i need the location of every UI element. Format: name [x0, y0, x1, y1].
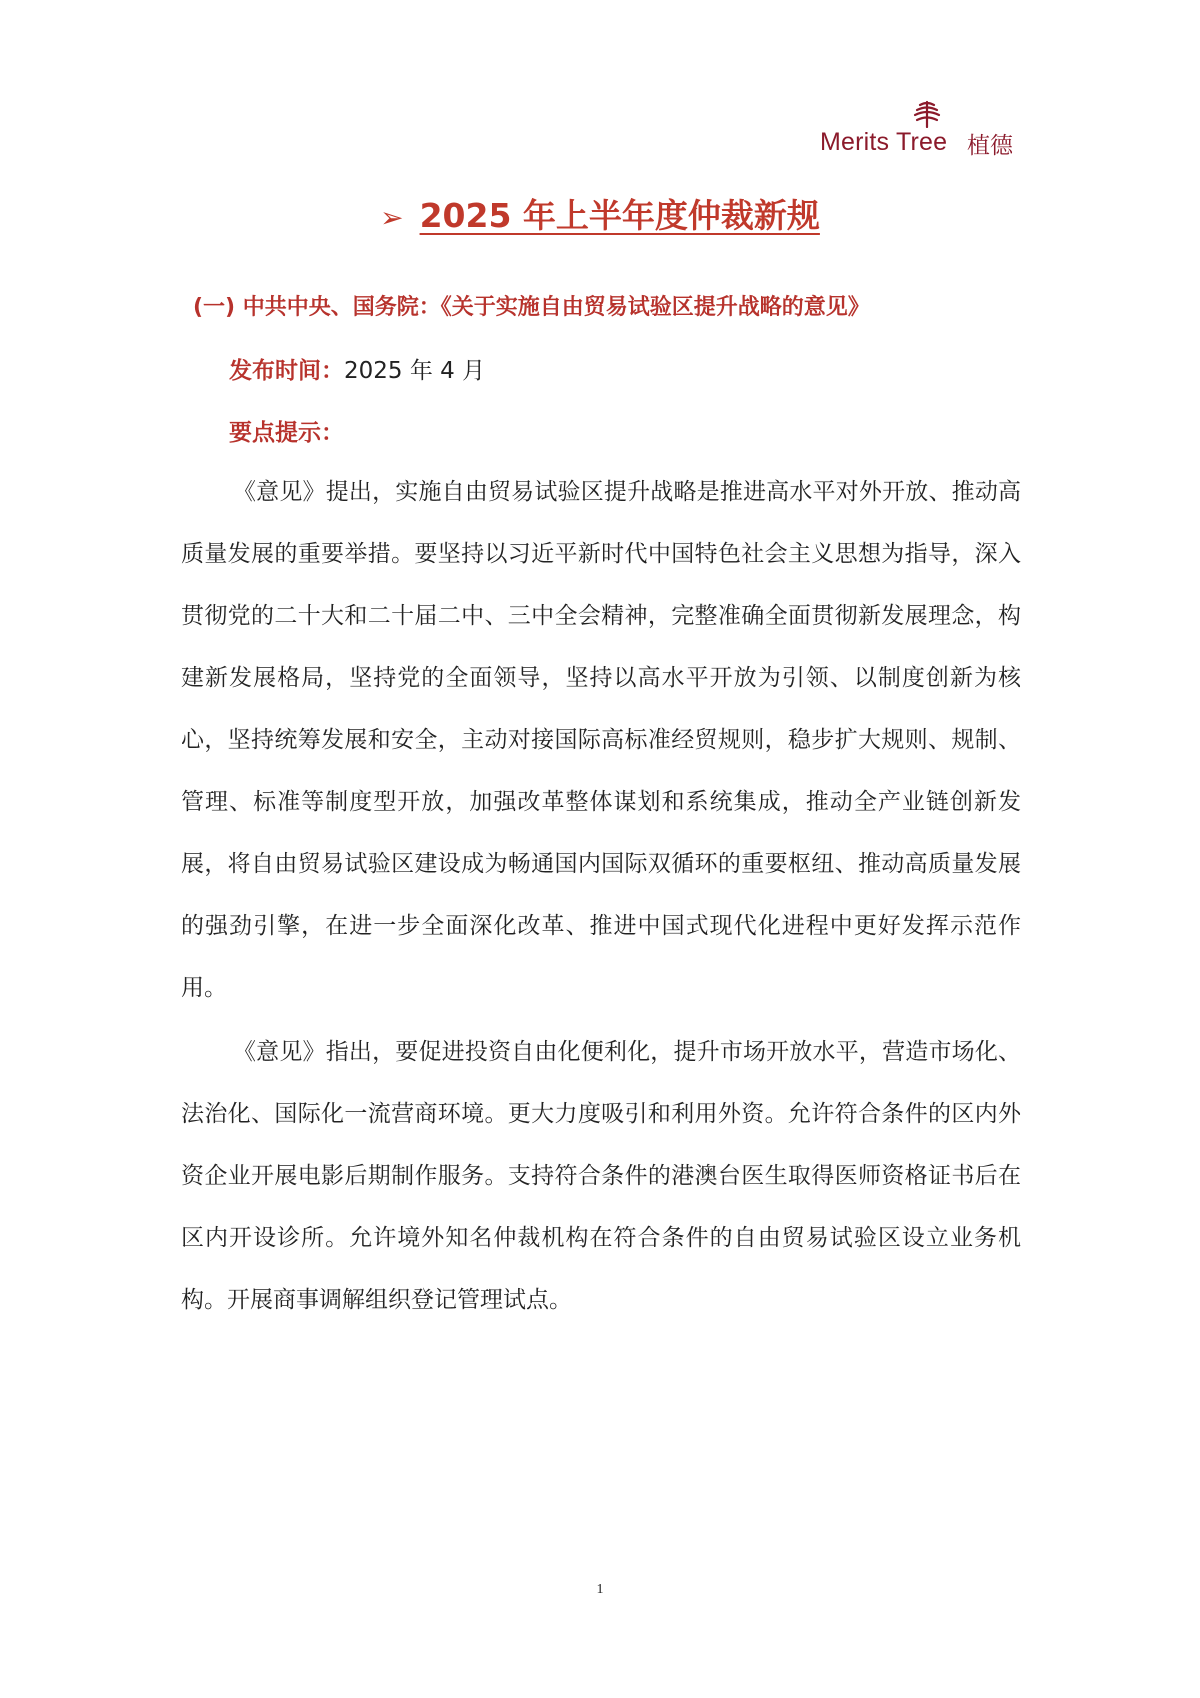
title-text: 2025 年上半年度仲裁新规 [419, 196, 820, 235]
key-points-label: 要点提示： [229, 420, 344, 446]
publish-date-line [229, 352, 485, 385]
body-paragraph-1: 《意见》提出，实施自由贸易试验区提升战略是推进高水平对外开放、推动高质量发展的重要举措。要坚持以习近平新时代中国特色社会主义思想为指导，深入贯彻党的二十大和二十届二中、三中全会精神，完整准确全面贯彻新发展理念，构建新发展格局，坚持党的全面领导，坚持以高水平开放为引领、以制度创新为核心，坚持统筹发展和安全，主动对接国际高标准经贸规则，稳步扩大规则、规制、管理、标准等制度型开放，加强改革整体谋划和系统集成，推动全产业链创新发展，将自由贸易试验区建设成为畅通国内国际双循环的重要枢纽、推动高质量发展的强劲引擎，在进一步全面深化改革、推进中国式现代化进程中更好发挥示范作用。 [181, 479, 1021, 1001]
publish-date-value: 2025 年 4 月 [344, 358, 486, 384]
logo-text-cn: 植德 [967, 133, 1013, 159]
arrow-bullet-icon: ➢ [380, 201, 404, 234]
section-heading: (一) 中共中央、国务院：《关于实施自由贸易试验区提升战略的意见》 [193, 295, 870, 320]
document-title [0, 190, 1200, 237]
page-number: 1 [596, 1582, 604, 1597]
merits-tree-logo [820, 100, 1020, 159]
body-paragraph-2: 《意见》指出，要促进投资自由化便利化，提升市场开放水平，营造市场化、法治化、国际化一流营商环境。更大力度吸引和利用外资。允许符合条件的区内外资企业开展电影后期制作服务。支持符合条件的港澳台医生取得医师资格证书后在区内开设诊所。允许境外知名仲裁机构在符合条件的自由贸易试验区设立业务机构。开展商事调解组织登记管理试点。 [181, 1039, 1021, 1313]
tree-logo-icon [912, 100, 942, 128]
key-points-line [229, 414, 344, 447]
publish-date-label: 发布时间： [229, 358, 344, 384]
logo-text-en: Merits Tree [820, 128, 948, 156]
